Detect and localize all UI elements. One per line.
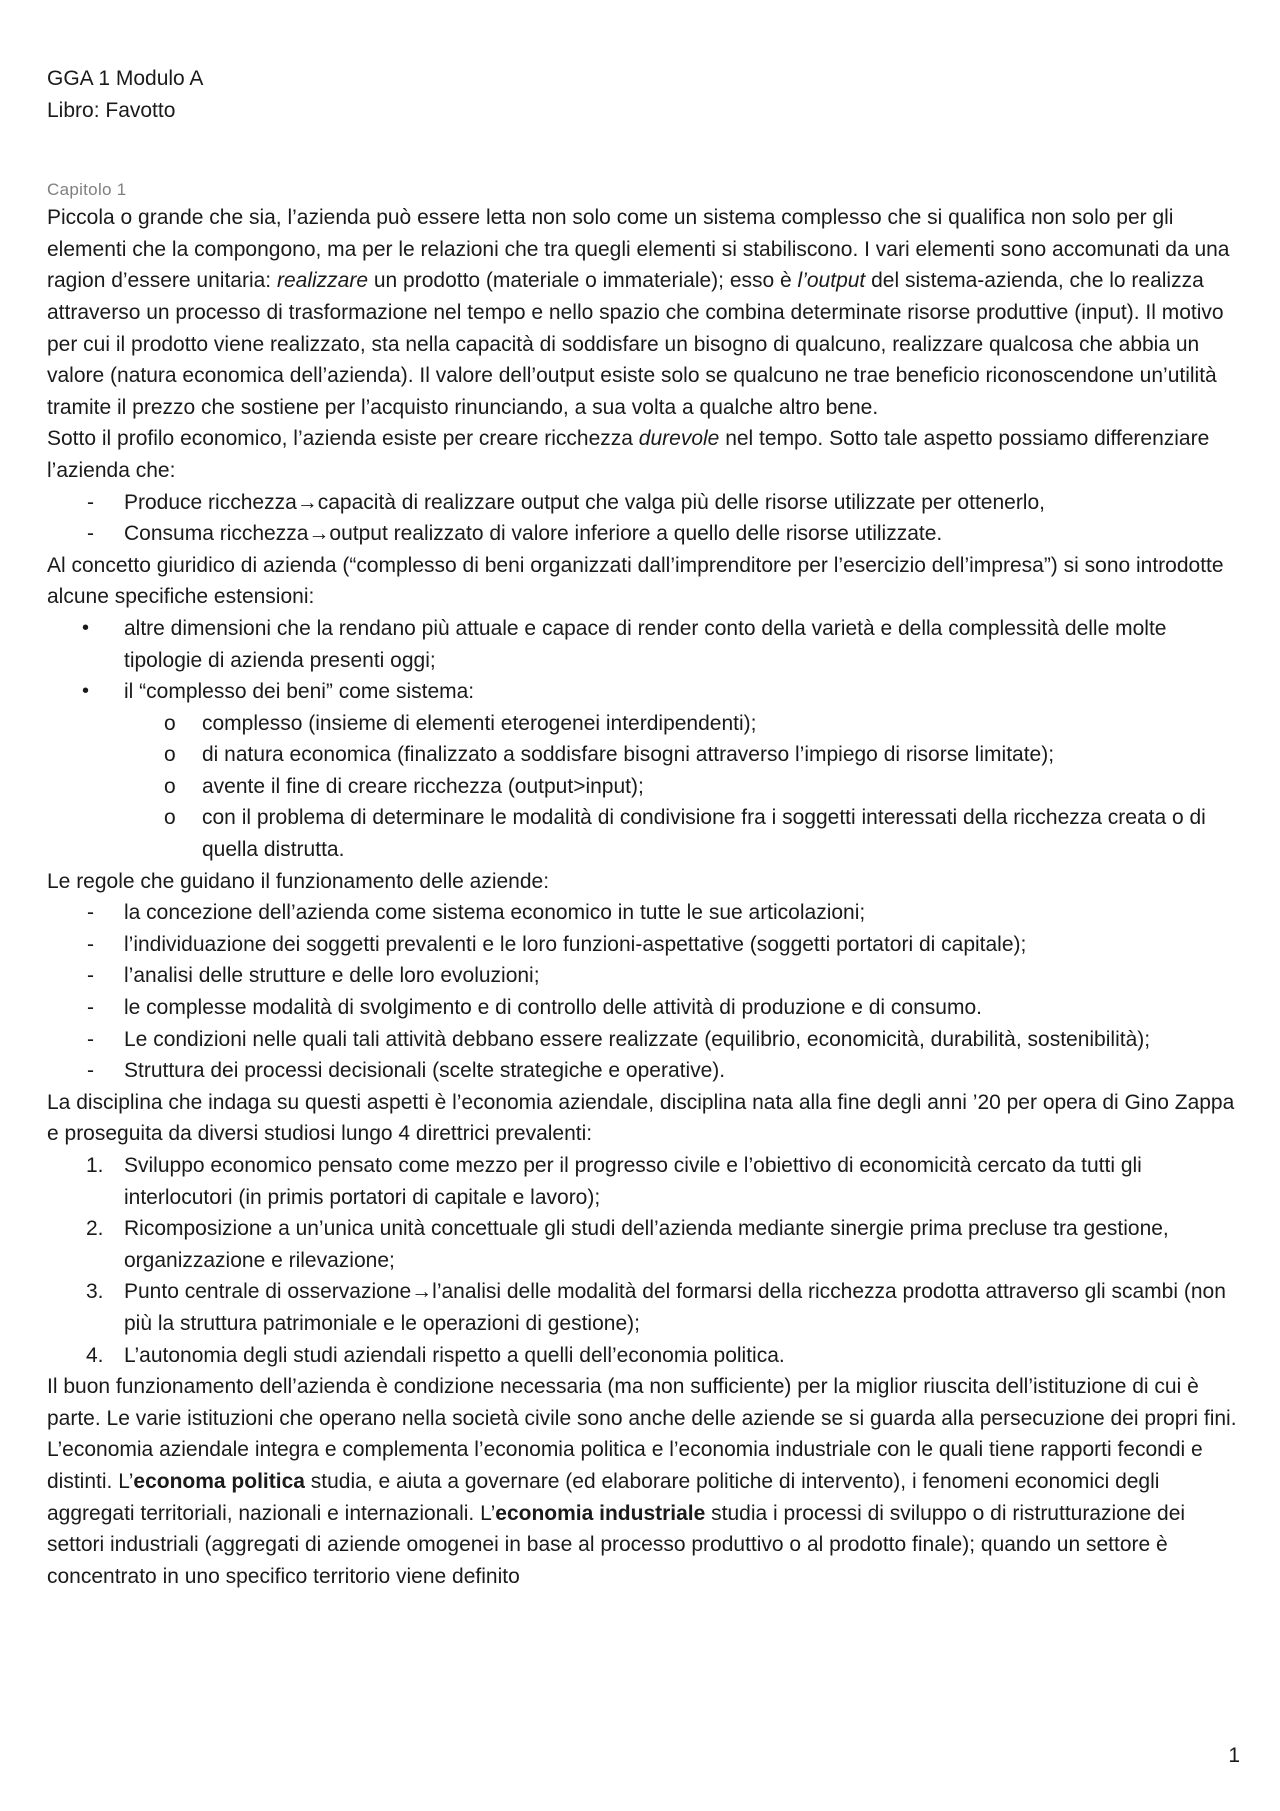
- arrow-icon: →: [308, 522, 330, 546]
- system-sublist: [47, 708, 1237, 866]
- list-item: 1. Sviluppo economico pensato come mezzo per il progresso civile e l’obiettivo di economicità cercato da tutti gli interlocutori (in primis portatori di capitale e lavoro);: [86, 1154, 1142, 1209]
- list-item: o complesso (insieme di elementi eterogenei interdipendenti);: [164, 711, 757, 735]
- paragraph-4: Le regole che guidano il funzionamento delle aziende:: [47, 869, 550, 893]
- page-number: 1: [1228, 1744, 1240, 1767]
- wealth-list: [47, 487, 1237, 550]
- arrow-icon: →: [296, 490, 318, 514]
- book-reference: Libro: Favotto: [47, 98, 176, 122]
- list-item: - l’individuazione dei soggetti prevalenti e le loro funzioni-aspettative (soggetti portatori di capitale);: [87, 932, 1027, 956]
- list-item: 3. Punto centrale di osservazione→l’analisi delle modalità del formarsi della ricchezza prodotta attraverso gli scambi (non più la struttura patrimoniale e le operazioni di gestione);: [86, 1280, 1226, 1335]
- list-item: - Produce ricchezza→capacità di realizzare output che valga più delle risorse utilizzate per ottenerlo,: [87, 490, 1045, 514]
- list-item: 2. Ricomposizione a un’unica unità concettuale gli studi dell’azienda mediante sinergie prima precluse tra gestione, organizzazione e rilevazione;: [86, 1217, 1169, 1272]
- paragraph-3: Al concetto giuridico di azienda (“complesso di beni organizzati dall’imprenditore per l’esercizio dell’impresa”) si sono introdotte alcune specifiche estensioni:: [47, 553, 1224, 609]
- document-body: [47, 63, 1237, 1592]
- list-item: • il “complesso dei beni” come sistema:: [82, 680, 475, 704]
- chapter-heading: Capitolo 1: [47, 180, 127, 200]
- list-item: - la concezione dell’azienda come sistema economico in tutte le sue articolazioni;: [87, 901, 866, 925]
- list-item: - Consuma ricchezza→output realizzato di valore inferiore a quello delle risorse utilizzate.: [87, 522, 943, 546]
- list-item: 4. L’autonomia degli studi aziendali rispetto a quelli dell’economia politica.: [86, 1343, 785, 1367]
- list-item: o avente il fine di creare ricchezza (output>input);: [164, 774, 644, 798]
- directions-list: [47, 1150, 1237, 1371]
- extensions-list: [47, 613, 1237, 708]
- paragraph-7: L’economia aziendale integra e complementa l’economia politica e l’economia industriale con le quali tiene rapporti fecondi e distinti. L’economa politica studia, e aiuta a governare (ed elaborare politiche di intervento), i fenomeni economici degli aggregati territoriali, nazionali e internazionali. L’economia industriale studia i processi di sviluppo o di ristrutturazione dei settori industriali (aggregati di aziende omogenei in base al processo produttivo o al prodotto finale); quando un settore è concentrato in uno specifico territorio viene definito: [47, 1438, 1203, 1588]
- list-item: - le complesse modalità di svolgimento e di controllo delle attività di produzione e di consumo.: [87, 996, 982, 1020]
- list-item: - l’analisi delle strutture e delle loro evoluzioni;: [87, 964, 540, 988]
- paragraph-2: Sotto il profilo economico, l’azienda esiste per creare ricchezza durevole nel tempo. Sotto tale aspetto possiamo differenziare l’azienda che:: [47, 427, 1210, 482]
- paragraph-1: Piccola o grande che sia, l’azienda può essere letta non solo come un sistema complesso che si qualifica non solo per gli elementi che la compongono, ma per le relazioni che tra quegli elementi si stabiliscono. I vari elementi sono accomunati da una ragion d’essere unitaria: realizzare un prodotto (materiale o immateriale); esso è l’output del sistema-azienda, che lo realizza attraverso un processo di trasformazione nel tempo e nello spazio che combina determinate risorse produttive (input). Il motivo per cui il prodotto viene realizzato, sta nella capacità di soddisfare un bisogno di qualcuno, realizzare qualcosa che abbia un valore (natura economica dell’azienda). Il valore dell’output esiste solo se qualcuno ne trae beneficio riconoscendone un’utilità tramite il prezzo che sostiene per l’acquisto rinunciando, a sua volta a qualche altro bene.: [47, 206, 1230, 419]
- rules-list: [47, 897, 1237, 1087]
- list-item: • altre dimensioni che la rendano più attuale e capace di render conto della varietà e della complessità delle molte tipologie di azienda presenti oggi;: [82, 616, 1167, 672]
- paragraph-5: La disciplina che indaga su questi aspetti è l’economia aziendale, disciplina nata alla fine degli anni ’20 per opera di Gino Zappa e proseguita da diversi studiosi lungo 4 direttrici prevalenti:: [47, 1090, 1235, 1146]
- document-title: GGA 1 Modulo A: [47, 67, 204, 90]
- list-item: - Le condizioni nelle quali tali attività debbano essere realizzate (equilibrio, economicità, durabilità, sostenibilità);: [87, 1027, 1151, 1051]
- list-item: - Struttura dei processi decisionali (scelte strategiche e operative).: [87, 1059, 726, 1083]
- paragraph-6: Il buon funzionamento dell’azienda è condizione necessaria (ma non sufficiente) per la miglior riuscita dell’istituzione di cui è parte. Le varie istituzioni che operano nella società civile sono anche delle aziende se si guarda alla persecuzione dei propri fini.: [47, 1375, 1237, 1430]
- list-item: o di natura economica (finalizzato a soddisfare bisogni attraverso l’impiego di risorse limitate);: [164, 743, 1055, 767]
- list-item: o con il problema di determinare le modalità di condivisione fra i soggetti interessati della ricchezza creata o di quella distrutta.: [164, 806, 1206, 862]
- arrow-icon: →: [411, 1280, 433, 1304]
